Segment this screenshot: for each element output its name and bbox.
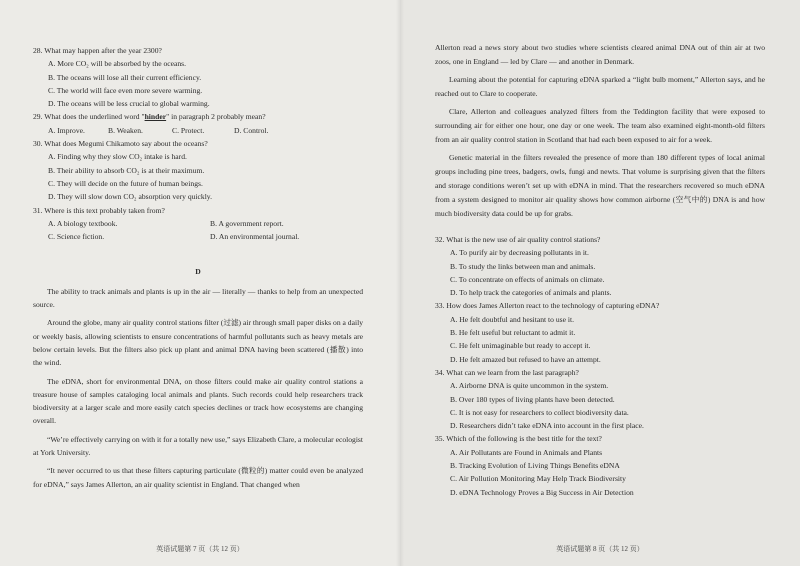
question-33-option-b: B. He felt useful but reluctant to admit it.	[450, 328, 576, 338]
question-28-option-c: C. The world will face even more severe warming.	[48, 85, 203, 95]
question-34-option-c: C. It is not easy for researchers to collect biodiversity data.	[450, 407, 629, 417]
question-30-option-d: D. They will slow down CO₂ absorption very quickly.	[48, 192, 212, 202]
passage-continued-paragraph-4: Genetic material in the filters revealed the presence of more than 180 different types of local animal groups including pine trees, badgers, owls, fungi and newts. That volume is surprising given that the filters and storage conditions weren’t set up with eDNA in mind. That the researchers recovered so much eDNA from a system designed to monitor air quality shows how common airborne (空气中的) DNA is and how much biodiversity data could be up for grabs.	[435, 153, 765, 218]
question-29-stem-after: " in paragraph 2 probably mean?	[166, 112, 266, 122]
question-32-stem: 32. What is the new use of air quality control stations?	[435, 235, 601, 244]
question-35-stem: 35. Which of the following is the best title for the text?	[435, 434, 602, 444]
question-31-options-row-2	[33, 230, 363, 243]
question-35-option-a: A. Air Pollutants are Found in Animals and Plants	[450, 447, 603, 457]
question-34-option-a: A. Airborne DNA is quite uncommon in the system.	[450, 381, 609, 391]
question-29-option-b: B. Weaken.	[108, 125, 143, 135]
question-31-option-b: B. A government report.	[210, 218, 284, 228]
left-page-footer: 英语试题第 7 页（共 12 页）	[156, 544, 244, 553]
question-35-option-d: D. eDNA Technology Proves a Big Success in Air Detection	[450, 487, 634, 497]
question-31-stem: 31. Where is this text probably taken from?	[33, 205, 165, 215]
question-31-option-a: A. A biology textbook.	[48, 218, 118, 228]
question-30-option-a: A. Finding why they slow CO₂ intake is hard.	[48, 152, 187, 162]
passage-paragraph-4: “We’re effectively carrying on with it for a totally new use,” says Elizabeth Clare, a molecular ecologist at York University.	[33, 434, 363, 458]
question-30-stem: 30. What does Megumi Chikamoto say about the oceans?	[33, 139, 208, 149]
question-32-option-a: A. To purify air by decreasing pollutants in it.	[450, 248, 589, 258]
question-29-option-a: A. Improve.	[48, 125, 85, 135]
question-29-option-d: D. Control.	[234, 125, 269, 135]
question-34-stem: 34. What can we learn from the last paragraph?	[435, 367, 579, 377]
question-33-option-a: A. He felt doubtful and hesitant to use it.	[450, 314, 575, 324]
question-32-option-b: B. To study the links between man and animals.	[450, 261, 596, 271]
question-31-options-row-1	[33, 217, 363, 230]
underlined-word-hinder: hinder	[144, 112, 167, 122]
passage-continued-paragraph-1: Allerton read a news story about two studies where scientists cleared animal DNA out of thin air at two zoos, one in England — led by Clare — and another in Denmark.	[435, 43, 765, 66]
passage-paragraph-3: The eDNA, short for environmental DNA, on those filters could make air quality control stations a treasure house of samples cataloging local animals and plants. Such records could help researchers track biodiversity at a larger scale and more easily catch species declines or track how ecosystems are changing overall.	[33, 376, 363, 426]
question-34-option-d: D. Researchers didn’t take eDNA into account in the first place.	[450, 421, 644, 431]
right-column	[435, 41, 765, 499]
question-31-option-d: D. An environmental journal.	[210, 232, 300, 242]
question-30-option-b: B. Their ability to absorb CO₂ is at their maximum.	[48, 165, 205, 175]
question-28-option-d: D. The oceans will be less crucial to global warming.	[48, 99, 210, 109]
question-28-option-b: B. The oceans will lose all their current efficiency.	[48, 72, 202, 82]
question-35-option-b: B. Tracking Evolution of Living Things Benefits eDNA	[450, 461, 620, 471]
question-28-option-a: A. More CO₂ will be absorbed by the oceans.	[48, 59, 187, 69]
question-29-stem-before: 29. What does the underlined word "	[33, 112, 145, 122]
question-35-option-c: C. Air Pollution Monitoring May Help Track Biodiversity	[450, 474, 626, 484]
question-33-option-d: D. He felt amazed but refused to have an attempt.	[450, 354, 601, 364]
question-32-option-c: C. To concentrate on effects of animals on climate.	[450, 274, 605, 284]
right-page	[400, 0, 800, 566]
section-d-heading: D	[195, 267, 201, 277]
question-29-option-c: C. Protect.	[172, 125, 205, 135]
right-page-footer: 英语试题第 8 页（共 12 页）	[556, 544, 644, 553]
question-28-stem: 28. What may happen after the year 2300?	[33, 46, 162, 55]
question-33-stem: 33. How does James Allerton react to the technology of capturing eDNA?	[435, 301, 660, 311]
question-34-option-b: B. Over 180 types of living plants have been detected.	[450, 394, 615, 404]
question-32-option-d: D. To help track the categories of animals and plants.	[450, 288, 612, 298]
question-30-option-c: C. They will decide on the future of human beings.	[48, 178, 203, 188]
passage-continued-paragraph-3: Clare, Allerton and colleagues analyzed filters from the Teddington facility that were exposed to surrounding air for either one hour, one day or one week. The team also examined eight-month-old filters from an air quality control station in Scotland that had each been exposed to air for a week.	[435, 107, 765, 144]
passage-paragraph-2: Around the globe, many air quality control stations filter (过滤) air through small paper disks on a daily or weekly basis, allowing scientists to ensure concentrations of harmful pollutants such as heavy metals are below certain levels. But the filters also pick up plant and animal DNA having been scattered (播散) into the wind.	[33, 318, 363, 368]
question-29-stem	[33, 110, 363, 123]
page-gutter	[396, 0, 404, 566]
question-33-option-c: C. He felt unimaginable but ready to accept it.	[450, 341, 591, 351]
left-column	[33, 44, 363, 491]
passage-paragraph-5: “It never occurred to us that these filters capturing particulate (微粒的) matter could even be analyzed for eDNA,” says James Allerton, an air quality scientist in England. That changed when	[33, 466, 363, 489]
passage-paragraph-1: The ability to track animals and plants is up in the air — literally — thanks to help from an unexpected source.	[33, 286, 363, 310]
passage-continued-paragraph-2: Learning about the potential for capturing eDNA sparked a “light bulb moment,” Allerton says, and he reached out to Clare to cooperate.	[435, 75, 765, 98]
question-29-options	[33, 124, 363, 137]
question-31-option-c: C. Science fiction.	[48, 232, 105, 242]
